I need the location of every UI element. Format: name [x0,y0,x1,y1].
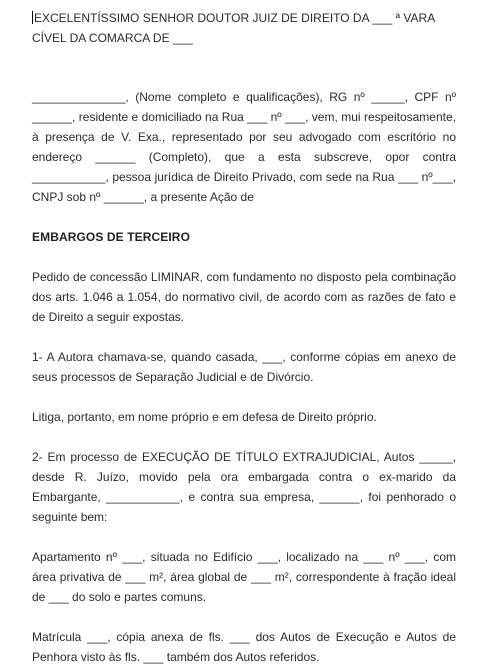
body-paragraph: Pedido de concessão LIMINAR, com fundamento no disposto pela combinação dos arts. 1.046 a 1.054, do normativo civil, de acordo com as razões de fato e de Direito a seguir expostas. [32,270,456,324]
spacer [32,607,456,627]
text-cursor [32,11,33,24]
document-header [32,8,456,48]
header-text: EXCELENTÍSSIMO SENHOR DOUTOR JUIZ DE DIREITO DA ___ ª VARA CÍVEL DA COMARCA DE ___ [32,11,435,45]
document-page [32,8,456,667]
body-paragraph: Matrícula ___, cópia anexa de fls. ___ dos Autos de Execução e Autos de Penhora visto às fls. ___ também dos Autos referidos. [32,630,456,664]
spacer [32,427,456,447]
spacer [32,327,456,347]
section-title: EMBARGOS DE TERCEIRO [32,230,191,244]
spacer [32,387,456,407]
body-paragraph: 2- Em processo de EXECUÇÃO DE TÍTULO EXTRAJUDICIAL, Autos _____, desde R. Juízo, movido pela ora embargada contra o ex-marido da Embargante, ___________, e contra sua empresa, ______, foi penhorado o seguinte bem: [32,450,456,524]
spacer [32,68,456,87]
intro-paragraph: ______________, (Nome completo e qualificações), RG nº _____, CPF nº ______, residente e domiciliado na Rua ___ nº ___, vem, mui respeitosamente, à presença de V. Exa., representado por seu advogado com escritório no endereço ______ (Completo), que a esta subscreve, opor contra ___________, pessoa jurídica de Direito Privado, com sede na Rua ___ nº___, CNPJ sob nº ______, a presente Ação de [32,90,456,204]
spacer [32,527,456,547]
spacer [32,207,456,227]
body-paragraph: 1- A Autora chamava-se, quando casada, ___, conforme cópias em anexo de seus processos de Separação Judicial e de Divórcio. [32,350,456,384]
spacer [32,48,456,68]
body-paragraph: Litiga, portanto, em nome próprio e em defesa de Direito próprio. [32,410,377,424]
body-paragraph: Apartamento nº ___, situada no Edifício ___, localizado na ___ nº ___, com área privativa de ___ m², área global de ___ m², correspondente à fração ideal de ___ do solo e partes comuns. [32,550,456,604]
spacer [32,247,456,267]
